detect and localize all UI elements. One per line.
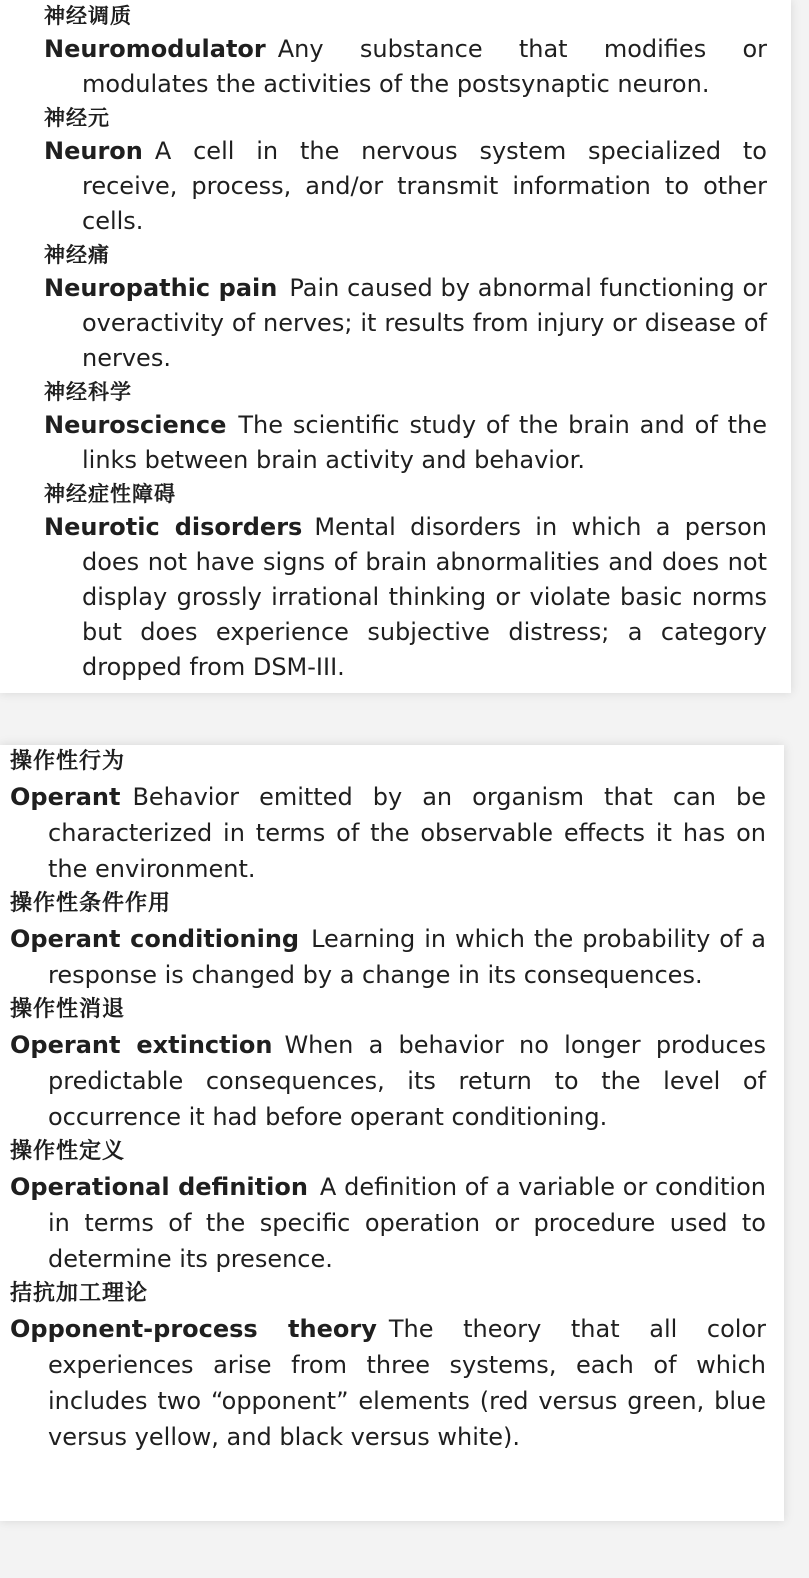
entry-definition-line — [10, 779, 766, 887]
entry-definition: Pain caused by abnormal functioning or overactivity of nerves; it results from injury or disease of nerves. — [82, 274, 768, 372]
entry-definition: The theory that all color experiences arise from three systems, each of which includes two “opponent” elements (red versus green, blue versus yellow, and black versus white). — [48, 1315, 767, 1451]
entry-chinese-term: 操作性定义 — [10, 1139, 126, 1164]
entry-definition: When a behavior no longer produces predictable consequences, its return to the level of occurrence it had before operant conditioning. — [48, 1031, 766, 1131]
entry-chinese-term: 神经症性障碍 — [44, 482, 176, 506]
glossary-entry — [44, 102, 767, 239]
glossary-page-top — [0, 0, 791, 693]
entry-english-term: Operant extinction — [10, 1031, 273, 1059]
entry-definition-line — [10, 1169, 766, 1277]
entry-english-term: Neuromodulator — [44, 35, 266, 63]
glossary-entry — [10, 1277, 766, 1455]
glossary-entry — [10, 745, 766, 887]
entry-definition-line — [44, 510, 767, 685]
entry-definition-line — [44, 134, 767, 239]
glossary-entry — [44, 376, 767, 478]
entry-definition: Any substance that modifies or modulates the activities of the postsynaptic neuron. — [82, 35, 767, 98]
entry-chinese-term: 拮抗加工理论 — [10, 1281, 149, 1306]
entry-definition: The scientific study of the brain and of the links between brain activity and behavior. — [82, 411, 767, 474]
entry-english-term: Opponent-process theory — [10, 1315, 377, 1343]
entry-definition-line — [44, 32, 767, 102]
entry-definition: A cell in the nervous system specialized to receive, process, and/or transmit information to other cells. — [82, 137, 767, 235]
entry-english-term: Operational definition — [10, 1173, 308, 1201]
entry-chinese-term: 操作性消退 — [10, 997, 126, 1022]
entry-definition-line — [10, 921, 766, 993]
entry-definition: Behavior emitted by an organism that can be characterized in terms of the observable effects it has on the environment. — [48, 783, 766, 883]
glossary-entry — [44, 0, 767, 102]
glossary-entry — [44, 239, 767, 376]
entry-english-term: Neuroscience — [44, 411, 227, 439]
entry-chinese-term: 神经元 — [44, 106, 110, 130]
entry-chinese-term: 神经科学 — [44, 380, 132, 404]
entry-english-term: Operant — [10, 783, 121, 811]
entry-chinese-term: 神经调质 — [44, 4, 132, 28]
entry-english-term: Neuron — [44, 137, 143, 165]
glossary-entry — [10, 1135, 766, 1277]
entry-english-term: Operant conditioning — [10, 925, 300, 953]
entry-definition-line — [10, 1027, 766, 1135]
entry-definition: Learning in which the probability of a response is changed by a change in its consequences. — [48, 925, 766, 989]
entry-definition-line — [10, 1311, 766, 1455]
entry-definition: A definition of a variable or condition in terms of the specific operation or procedure used to determine its presence. — [48, 1173, 766, 1273]
entry-english-term: Neuropathic pain — [44, 274, 278, 302]
entry-chinese-term: 神经痛 — [44, 243, 110, 267]
entry-definition-line — [44, 271, 767, 376]
glossary-entry — [10, 887, 766, 993]
entry-definition: Mental disorders in which a person does not have signs of brain abnormalities and does not display grossly irrational thinking or violate basic norms but does experience subjective distress; a category dropped from DSM-III. — [82, 513, 767, 681]
entry-chinese-term: 操作性行为 — [10, 749, 126, 774]
glossary-entry — [44, 478, 767, 685]
entry-english-term: Neurotic disorders — [44, 513, 303, 541]
entry-chinese-term: 操作性条件作用 — [10, 891, 172, 916]
glossary-entry — [10, 993, 766, 1135]
glossary-page-bottom — [0, 745, 784, 1521]
entry-definition-line — [44, 408, 767, 478]
